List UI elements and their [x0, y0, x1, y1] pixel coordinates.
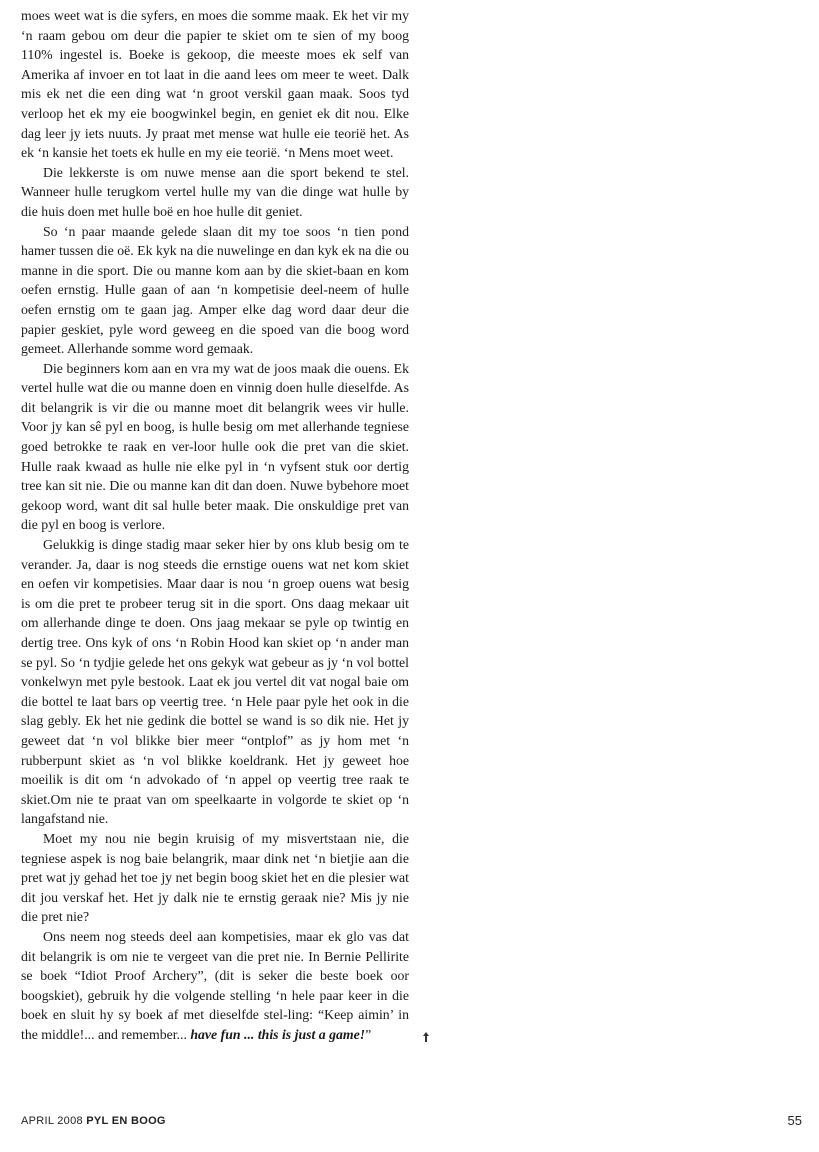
paragraph-text: Ons neem nog steeds deel aan kompetisies, maar ek glo vas dat dit belangrik is om nie te vergeet van die pret nie. In Bernie Pellirite se boek “Idiot Proof Archery”, (dit is seker die beste boek oor boogskiet), gebruik hy die volgende stelling ‘n hele paar keer in die boek en sluit hy sy boek af met dieselfde stel-ling: “Keep aimin’ in the middle!... and remember...	[21, 928, 409, 1042]
closing-quote: ”	[365, 1026, 372, 1042]
page-footer	[21, 1115, 166, 1127]
paragraph: Moet my nou nie begin kruisig of my misvertstaan nie, die tegniese aspek is nog baie belangrik, maar dink net ‘n bietjie aan die pret wat jy gehad het toe jy net begin boog skiet het en die plesier wat dit jou verskaf het. Het jy dalk nie te ernstig geraak nie? Mis jy nie die pret nie?	[21, 830, 409, 925]
arrow-end-mark-icon	[399, 1029, 409, 1040]
paragraph: Gelukkig is dinge stadig maar seker hier by ons klub besig om te verander. Ja, daar is nog steeds die ernstige ouens wat net kom skiet en oefen vir kompetisies. Maar daar is nou ‘n groep ouens wat besig is om die pret te probeer terug sit in die sport. Ons daag mekaar uit om allerhande dinge te doen. Ons jaag mekaar se pyle op twintig en dertig tree. Ons kyk of ons ‘n Robin Hood kan skiet op ‘n ander man se pyl. So ‘n tydjie gelede het ons gekyk wat gebeur as jy ‘n vol bottel vonkelwyn met pyle bestook. Laat ek jou vertel dit vat nogal baie om die bottel te laat bars op veertig tree. ‘n Hele paar pyle het ook in die slag gebly. Ek het nie gedink die bottel se wand is so dik nie. Het jy geweet dat ‘n vol blikke bier meer “ontplof” as jy hom met ‘n rubberpunt skiet as ‘n vol blikke koeldrank. Het jy geweet hoe moeilik is dit om ‘n advokado of ‘n appel op veertig tree raak te skiet.Om nie te praat van om speelkaarte in volgorde te skiet op ‘n langafstand nie.	[21, 537, 409, 827]
article-body	[21, 6, 409, 1044]
issue-date: APRIL 2008	[21, 1115, 83, 1127]
paragraph: So ‘n paar maande gelede slaan dit my toe soos ‘n tien pond hamer tussen die oë. Ek kyk na die nuwelinge en dan kyk ek na die ou manne in die sport. Die ou manne kom aan by die skiet-baan en kom oefen ernstig. Hulle gaan of aan ‘n kompetisie deel-neem of hulle oefen ernstig om te gaan jag. Amper elke dag word daar deur die papier geskiet, pyle word geweeg en die spoed van die boog word gemeet. Allerhande somme word gemaak.	[21, 223, 409, 357]
closing-emphasis: have fun ... this is just a game!	[190, 1026, 366, 1042]
paragraph: Die lekkerste is om nuwe mense aan die sport bekend te stel. Wanneer hulle terugkom vertel hulle my van die dinge wat hulle by die huis doen met hulle boë en hoe hulle dit geniet.	[21, 164, 409, 219]
paragraph: Die beginners kom aan en vra my wat de joos maak die ouens. Ek vertel hulle wat die ou manne doen en vinnig doen hulle dieselfde. As dit belangrik is vir die ou manne moet dit belangrik wees vir hulle. Voor jy kan sê pyl en boog, is hulle besig om met allerhande tegniese goed betrokke te raak en ver-loor hulle ook die pret van die skiet. Hulle raak kwaad as hulle nie elke pyl in ‘n vyfsent stuk oor dertig tree kan sit nie. Die ou manne kan dit dan doen. Nuwe bybehore moet gekoop word, want dit sal hulle beter maak. Die onskuldige pret van die pyl en boog is verlore.	[21, 360, 409, 533]
page-number: 55	[787, 1113, 802, 1128]
magazine-name: PYL EN BOOG	[86, 1115, 166, 1127]
closing-paragraph	[21, 927, 409, 1045]
paragraph: moes weet wat is die syfers, en moes die somme maak. Ek het vir my ‘n raam gebou om deur die papier te skiet om te sien of my boog 110% ingestel is. Boeke is gekoop, die meeste moes ek self van Amerika af invoer en tot laat in die aand lees om meer te weet. Dalk mis ek net die een ding wat ‘n groot verskil gaan maak. Soos tyd verloop het ek my eie boogwinkel begin, en geniet ek dit nou. Elke dag leer jy iets nuuts. Jy praat met mense wat hulle eie teorië het. As ek ‘n kansie het toets ek hulle en my eie teorië. ‘n Mens moet weet.	[21, 8, 409, 161]
